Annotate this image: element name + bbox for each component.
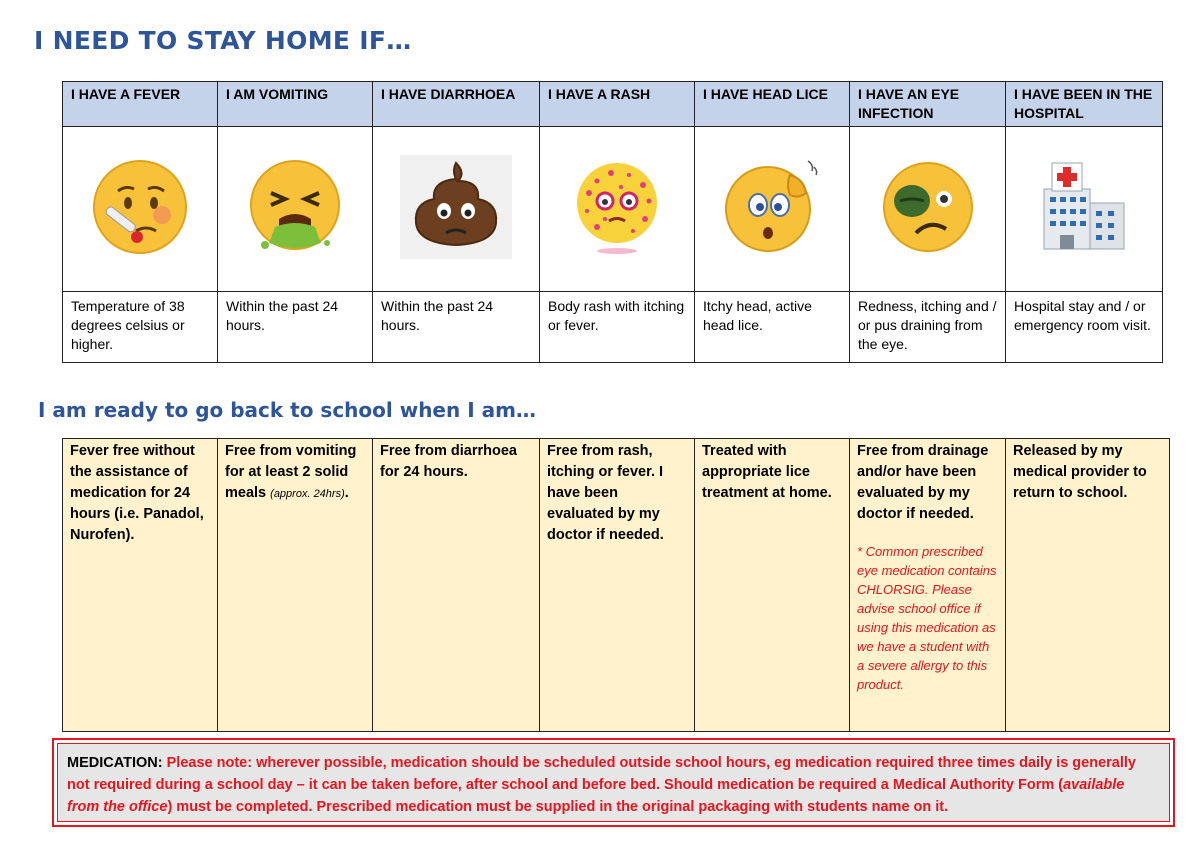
ready-fever: Fever free without the assistance of medication for 24 hours (i.e. Panadol, Nurofen). [63, 439, 218, 732]
ready-head-lice: Treated with appropriate lice treatment at home. [695, 439, 850, 732]
ready-row [63, 439, 1170, 732]
desc-rash: Body rash with itching or fever. [540, 292, 695, 363]
stay-home-header-row [63, 82, 1163, 127]
medication-notice [52, 738, 1175, 827]
hospital-icon [1036, 159, 1132, 255]
medication-label: MEDICATION: [67, 755, 163, 771]
medication-notice-body [57, 743, 1170, 822]
thermometer-face-icon [90, 157, 190, 257]
stay-home-icon-row [63, 127, 1163, 292]
ready-table [62, 438, 1170, 732]
bruised-eye-face-icon [878, 157, 978, 257]
ready-diarrhoea: Free from diarrhoea for 24 hours. [373, 439, 540, 732]
desc-head-lice: Itchy head, active head lice. [695, 292, 850, 363]
heading-vomiting: I AM VOMITING [218, 82, 373, 127]
stay-home-table [62, 81, 1163, 363]
vomiting-face-icon [245, 157, 345, 257]
heading-hospital: I HAVE BEEN IN THE HOSPITAL [1006, 82, 1163, 127]
ready-eye-main: Free from drainage and/or have been evaluated by my doctor if needed. [857, 443, 989, 522]
poop-icon [400, 155, 512, 259]
eye-medication-note: * Common prescribed eye medication contains CHLORSIG. Please advise school office if using this medication as we have a student with a severe allergy to this product. [857, 544, 997, 692]
ready-eye-infection [850, 439, 1006, 732]
rash-face-icon [567, 157, 667, 257]
ready-rash: Free from rash, itching or fever. I have been evaluated by my doctor if needed. [540, 439, 695, 732]
heading-eye-infection: I HAVE AN EYE INFECTION [850, 82, 1006, 127]
medication-office-note: available from the office [67, 777, 1125, 815]
section-subtitle: I am ready to go back to school when I am… [38, 398, 536, 422]
desc-vomiting: Within the past 24 hours. [218, 292, 373, 363]
heading-fever: I HAVE A FEVER [63, 82, 218, 127]
page-title: I NEED TO STAY HOME IF… [34, 26, 412, 55]
heading-head-lice: I HAVE HEAD LICE [695, 82, 850, 127]
ready-vomiting [218, 439, 373, 732]
desc-diarrhoea: Within the past 24 hours. [373, 292, 540, 363]
scratching-head-face-icon [720, 155, 824, 259]
ready-hospital: Released by my medical provider to return to school. [1006, 439, 1170, 732]
ready-vomiting-end: . [344, 485, 349, 501]
desc-fever: Temperature of 38 degrees celsius or higher. [63, 292, 218, 363]
heading-rash: I HAVE A RASH [540, 82, 695, 127]
desc-eye-infection: Redness, itching and / or pus draining from the eye. [850, 292, 1006, 363]
stay-home-desc-row [63, 292, 1163, 363]
medication-text-1: Please note: wherever possible, medication should be scheduled outside school hours, eg medication required three times daily is generally not required during a school day – it can be taken before, after school and before bed. Should medication be required a Medical Authority Form ( [67, 755, 1136, 793]
heading-diarrhoea: I HAVE DIARRHOEA [373, 82, 540, 127]
desc-hospital: Hospital stay and / or emergency room visit. [1006, 292, 1163, 363]
ready-vomiting-main: Free from vomiting for at least 2 solid meals [225, 443, 357, 501]
ready-vomiting-approx: (approx. 24hrs) [270, 488, 345, 500]
medication-text-2: ) must be completed. Prescribed medication must be supplied in the original packaging with students name on it. [167, 799, 949, 815]
